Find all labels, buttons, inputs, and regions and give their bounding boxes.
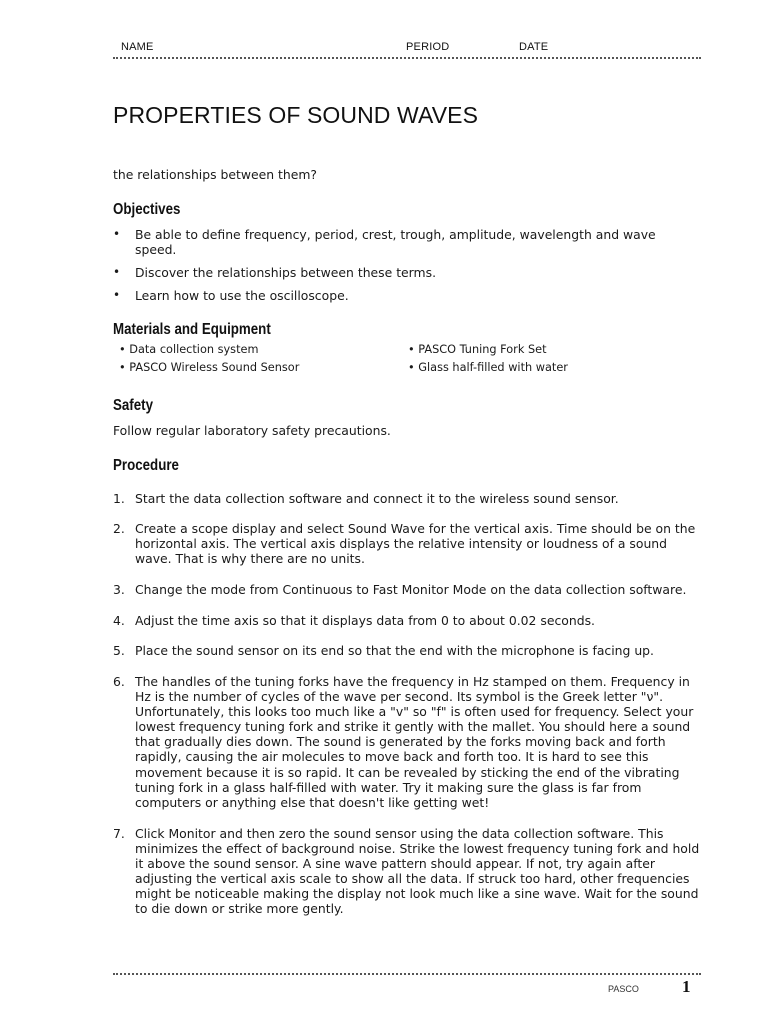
step-text: The handles of the tuning forks have the frequency in Hz stamped on them. Frequency in Hz is the number of cycles of the wave per second. Its symbol is the Greek letter "ν". Unfortunately, this looks too much like a "v" so "f" is often used for frequency. Select your lowest frequency tuning fork and strike it gently with the mallet. You should here a sound that gradually dies down. The sound is generated by the forks moving back and forth rapidly, causing the air molecules to move back and forth too. It is hard to see this movement because it is so rapid. It can be revealed by sticking the end of the vibrating tuning fork in a glass half-filled with water. Try it making sure the glass is far from computers or anything else that doesn't like getting wet! <box>135 674 694 810</box>
materials-item: • PASCO Tuning Fork Set <box>408 343 547 356</box>
objectives-heading: Objectives <box>113 201 181 218</box>
footer-dotted-rule <box>113 973 701 975</box>
page-number: 1 <box>682 977 691 996</box>
step-number: 5. <box>113 643 125 658</box>
bullet-icon: • <box>113 288 121 302</box>
step-number: 6. <box>113 674 125 689</box>
step-number: 3. <box>113 582 125 597</box>
header-dotted-rule <box>113 57 701 59</box>
date-label: DATE <box>519 41 549 53</box>
footer-brand: PASCO <box>608 984 639 994</box>
intro-text: the relationships between them? <box>113 167 317 182</box>
step-number: 1. <box>113 491 125 506</box>
step-number: 4. <box>113 613 125 628</box>
step-text: Change the mode from Continuous to Fast Monitor Mode on the data collection software. <box>135 582 687 597</box>
materials-item: • Glass half-filled with water <box>408 361 568 374</box>
objectives-list: • Be able to define frequency, period, crest, trough, amplitude, wavelength and wave speed. • Discover the relationships between these terms. • Learn how to use the oscilloscope. <box>113 227 656 303</box>
name-label: NAME <box>121 41 154 53</box>
period-label: PERIOD <box>406 41 450 53</box>
safety-heading: Safety <box>113 397 154 414</box>
step-text: Place the sound sensor on its end so that the end with the microphone is facing up. <box>135 643 654 658</box>
safety-text: Follow regular laboratory safety precautions. <box>113 423 391 438</box>
materials-item: • PASCO Wireless Sound Sensor <box>119 361 300 374</box>
page-title: PROPERTIES OF SOUND WAVES <box>113 102 479 128</box>
step-number: 7. <box>113 826 125 841</box>
bullet-icon: • <box>113 227 121 241</box>
step-text: Start the data collection software and connect it to the wireless sound sensor. <box>135 491 619 506</box>
step-text: Click Monitor and then zero the sound sensor using the data collection software. This minimizes the effect of background noise. Strike the lowest frequency tuning fork and hold it above the sound sensor. A sine wave pattern should appear. If not, try again after adjusting the vertical axis scale to show all the data. If struck too hard, other frequencies might be noticeable making the display not look much like a sine wave. Wait for the sound to die down or strike more gently. <box>135 826 700 917</box>
step-number: 2. <box>113 521 125 536</box>
bullet-icon: • <box>113 265 121 279</box>
step-text: Adjust the time axis so that it displays data from 0 to about 0.02 seconds. <box>135 613 595 628</box>
step-text: Create a scope display and select Sound Wave for the vertical axis. Time should be on the horizontal axis. The vertical axis displays the relative intensity or loudness of a sound wave. That is why there are no units. <box>135 521 696 567</box>
materials-heading: Materials and Equipment <box>113 321 271 338</box>
materials-item: • Data collection system <box>119 343 259 356</box>
procedure-heading: Procedure <box>113 457 179 474</box>
